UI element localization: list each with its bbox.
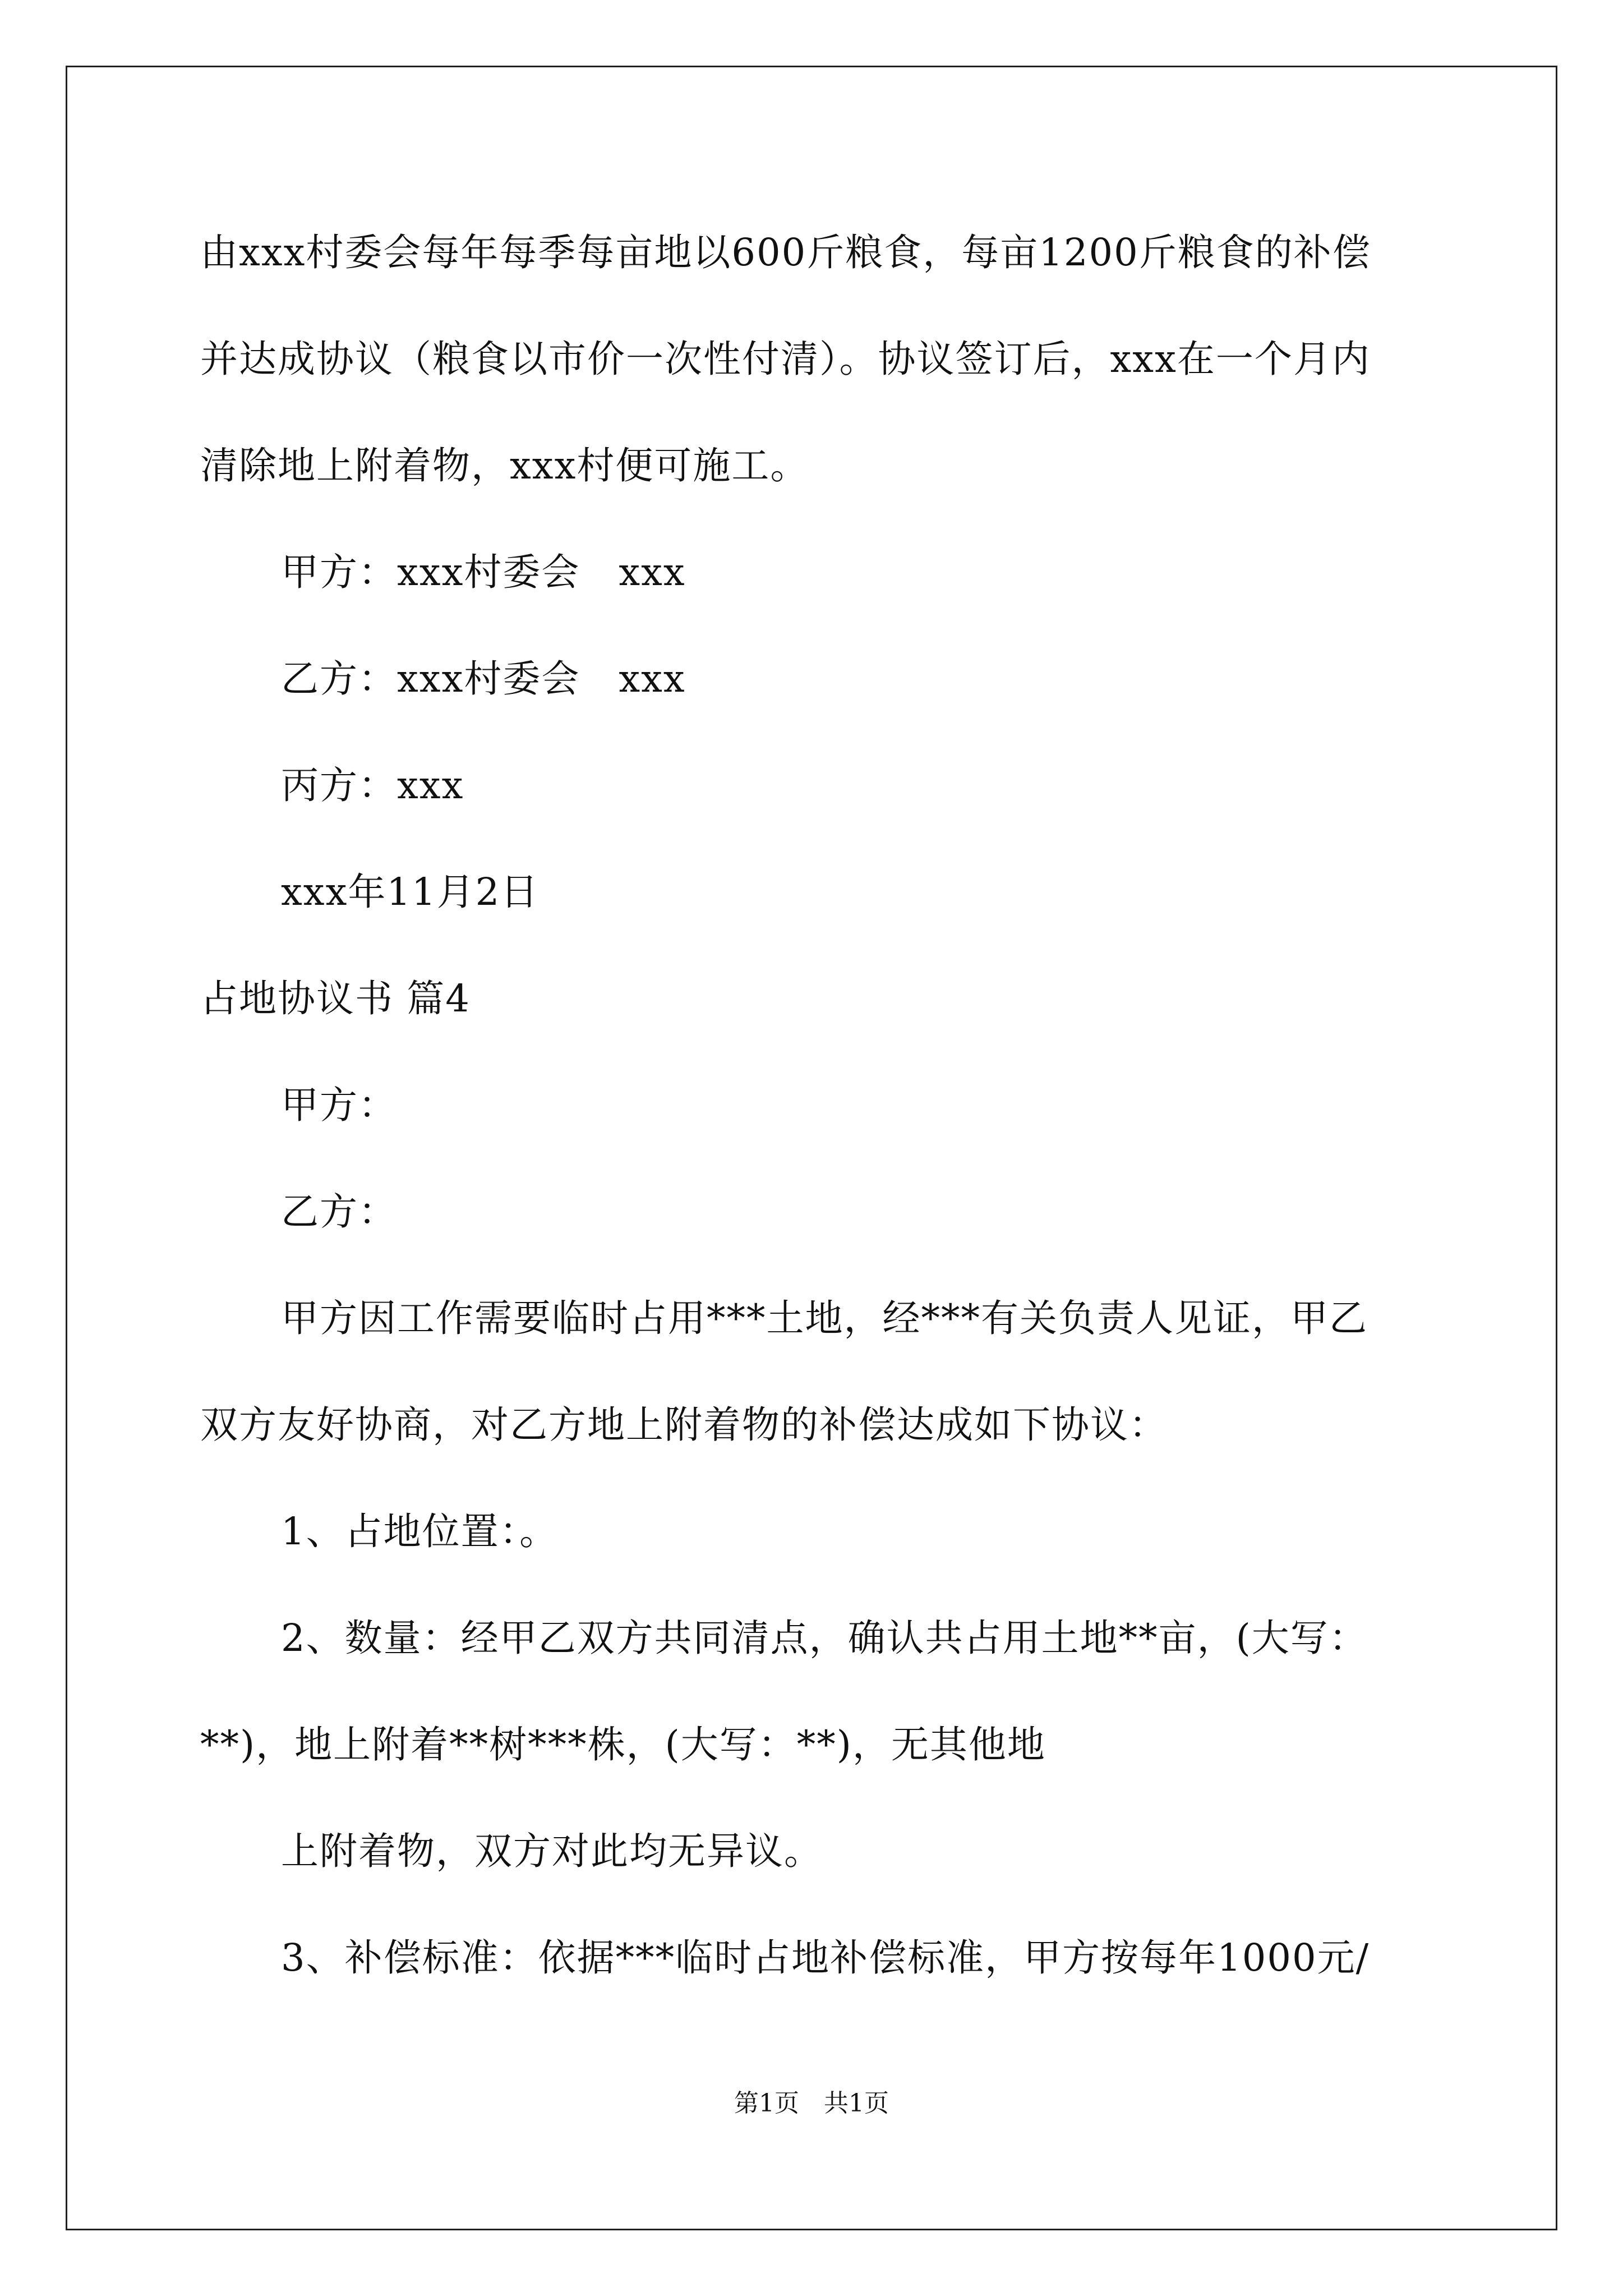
- clause-2-quantity-line-3: 上附着物，双方对此均无异议。: [281, 1829, 823, 1873]
- clause-3-compensation: 3、补偿标准：依据***临时占地补偿标准，甲方按每年1000元/: [281, 1936, 1370, 1980]
- party-b-label: 乙方：: [281, 1190, 397, 1234]
- intro-paragraph-line-1: 甲方因工作需要临时占用***土地，经***有关负责人见证，甲乙: [281, 1296, 1368, 1340]
- party-a-signature-line: 甲方：xxx村委会 xxx: [281, 550, 686, 594]
- clause-1-location: 1、占地位置：。: [281, 1510, 559, 1553]
- text-line-2: 并达成协议（粮食以市价一次性付清）。协议签订后，xxx在一个月内: [200, 337, 1371, 381]
- page-frame: [66, 66, 1557, 2230]
- party-a-label: 甲方：: [281, 1083, 397, 1127]
- party-b-signature-line: 乙方：xxx村委会 xxx: [281, 657, 686, 701]
- text-line-3: 清除地上附着物，xxx村便可施工。: [200, 444, 809, 487]
- intro-paragraph-line-2: 双方友好协商，对乙方地上附着物的补偿达成如下协议：: [200, 1403, 1168, 1447]
- text-line-1: 由xxx村委会每年每季每亩地以600斤粮食，每亩1200斤粮食的补偿: [200, 231, 1371, 274]
- section-heading: 占地协议书 篇4: [200, 977, 471, 1020]
- party-c-signature-line: 丙方：xxx: [281, 763, 464, 807]
- clause-2-quantity-line-2: **)，地上附着**树***株，(大写：**)，无其他地: [200, 1723, 1046, 1766]
- clause-2-quantity-line-1: 2、数量：经甲乙双方共同清点，确认共占用土地**亩，(大写：: [281, 1616, 1368, 1660]
- date-line: xxx年11月2日: [281, 870, 540, 914]
- page-footer: 第1页 共1页: [734, 2089, 889, 2118]
